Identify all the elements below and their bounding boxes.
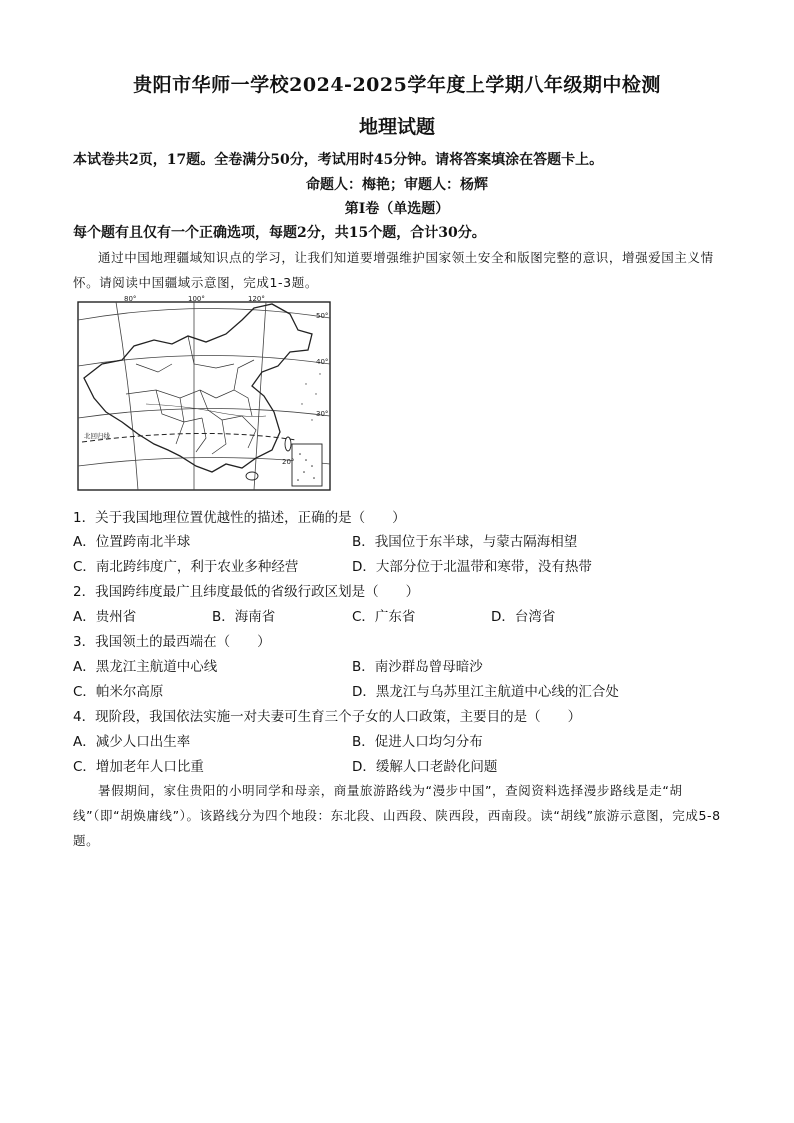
q4-option-a[interactable]: A．减少人口出生率 [73, 734, 191, 750]
question-3-stem: 3．我国领土的最西端在（ ） [73, 634, 271, 650]
q3-option-c[interactable]: C．帕米尔高原 [73, 684, 164, 700]
q1-option-b[interactable]: B．我国位于东半球，与蒙古隔海相望 [352, 534, 578, 550]
section-rule: 每个题有且仅有一个正确选项，每题2分，共15个题，合计30分。 [73, 225, 486, 241]
q3-option-b[interactable]: B．南沙群岛曾母暗沙 [352, 659, 483, 675]
south-sea-inset [292, 444, 322, 486]
question-2-stem: 2．我国跨纬度最广且纬度最低的省级行政区划是（ ） [73, 584, 420, 600]
lat-label-30: 30° [316, 410, 329, 418]
intro-paragraph-1: 通过中国地理疆域知识点的学习，让我们知道要增强维护国家领土安全和版图完整的意识，增强爱国主义情怀。请阅读中国疆域示意图，完成1-3题。 [73, 250, 714, 290]
question-4-stem: 4．现阶段，我国依法实施一对夫妻可生育三个子女的人口政策，主要目的是（ ） [73, 709, 582, 725]
q4-option-b[interactable]: B．促进人口均匀分布 [352, 734, 483, 750]
exam-info: 本试卷共2页，17题。全卷满分50分，考试用时45分钟。请将答案填涂在答题卡上。 [73, 152, 604, 168]
q1-option-d[interactable]: D．大部分位于北温带和寒带，没有热带 [352, 559, 592, 575]
lon-label-120: 120° [248, 295, 265, 303]
q2-option-a[interactable]: A．贵州省 [73, 609, 137, 625]
q1-option-c[interactable]: C．南北跨纬度广，利于农业多种经营 [73, 559, 299, 575]
exam-authors: 命题人：梅艳；审题人：杨辉 [306, 177, 488, 193]
lat-label-40: 40° [316, 358, 329, 366]
q1-option-a[interactable]: A．位置跨南北半球 [73, 534, 191, 550]
exam-subtitle: 地理试题 [358, 116, 435, 138]
q3-option-d[interactable]: D．黑龙江与乌苏里江主航道中心线的汇合处 [352, 684, 619, 700]
question-1-stem: 1．关于我国地理位置优越性的描述，正确的是（ ） [73, 510, 406, 526]
lat-label-20: 20° [282, 458, 295, 466]
china-territory-map [76, 294, 336, 494]
q2-option-b[interactable]: B．海南省 [212, 609, 276, 625]
q2-option-d[interactable]: D．台湾省 [491, 609, 556, 625]
section-heading: 第Ⅰ卷（单选题） [344, 201, 450, 217]
q3-option-a[interactable]: A．黑龙江主航道中心线 [73, 659, 218, 675]
q4-option-c[interactable]: C．增加老年人口比重 [73, 759, 204, 775]
tropic-label: 北回归线 [84, 432, 110, 440]
lon-label-80: 80° [124, 295, 137, 303]
lon-label-100: 100° [188, 295, 205, 303]
q4-option-d[interactable]: D．缓解人口老龄化问题 [352, 759, 498, 775]
intro-paragraph-2: 暑假期间，家住贵阳的小明同学和母亲，商量旅游路线为“漫步中国”，查阅资料选择漫步路线是走“胡线”（即“胡焕庸线”）。该路线分为四个地段：东北段、山西段、陕西段，西南段。读“胡线”旅游示意图，完成5-8题。 [73, 783, 721, 848]
q2-option-c[interactable]: C．广东省 [352, 609, 416, 625]
exam-title: 贵阳市华师一学校2024-2025学年度上学期八年级期中检测 [133, 74, 661, 96]
lat-label-50: 50° [316, 312, 329, 320]
